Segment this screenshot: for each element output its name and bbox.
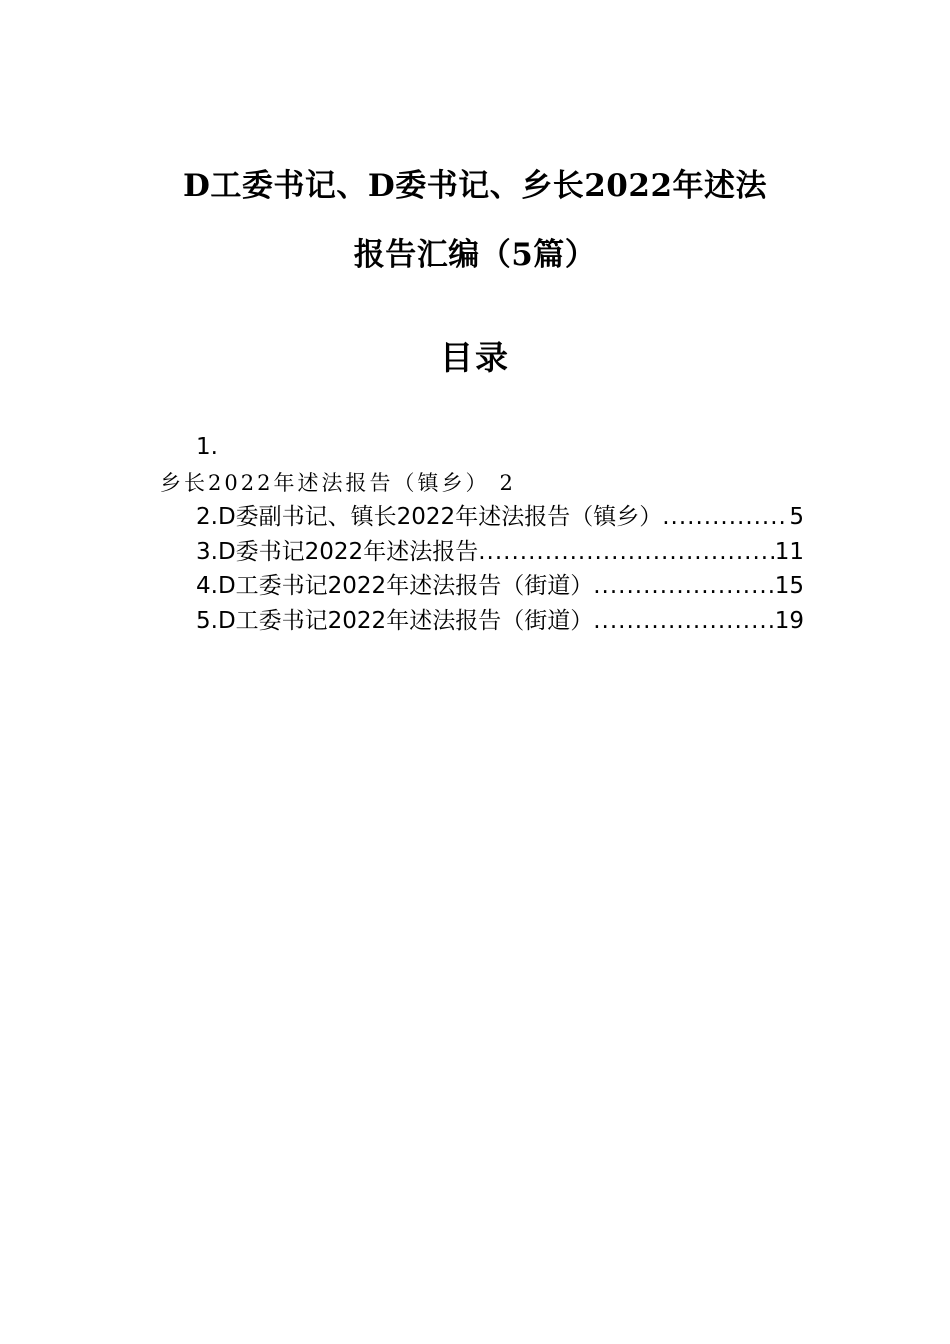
- toc-entry-3-page: 11: [774, 539, 804, 565]
- toc-entry-5-title: 5.D工委书记2022年述法报告（街道）: [196, 608, 594, 634]
- toc-entry-2-page: 5: [789, 504, 804, 530]
- toc-entry-5[interactable]: [196, 604, 804, 638]
- document-title-line-2: 报告汇编（5篇）: [353, 237, 597, 273]
- toc-entry-3[interactable]: [196, 535, 804, 569]
- toc-leader-dots: [593, 569, 775, 603]
- toc-leader-dots: [593, 604, 775, 638]
- toc-entry-3-title: 3.D委书记2022年述法报告: [196, 539, 479, 565]
- toc-entry-4-title: 4.D工委书记2022年述法报告（街道）: [196, 573, 594, 599]
- toc-entry-4-page: 15: [774, 573, 804, 599]
- toc-entry-2-title: 2.D委副书记、镇长2022年述法报告（镇乡）: [196, 504, 663, 530]
- toc-entry-4[interactable]: [196, 569, 804, 603]
- toc-entry-1-title: 乡长2022年述法报告（镇乡）: [160, 471, 490, 495]
- toc-entry-1-page: 2: [499, 471, 513, 495]
- toc-entry-2[interactable]: [196, 500, 804, 534]
- toc-leader-dots: [478, 535, 775, 569]
- toc-entry-1[interactable]: [160, 468, 513, 498]
- document-title-line-1: D工委书记、D委书记、乡长2022年述法: [182, 168, 768, 204]
- toc-entry-5-page: 19: [774, 608, 804, 634]
- toc-heading: 目录: [440, 338, 510, 377]
- toc-leader-dots: [662, 500, 789, 534]
- toc-entry-1-number: 1.: [196, 434, 218, 460]
